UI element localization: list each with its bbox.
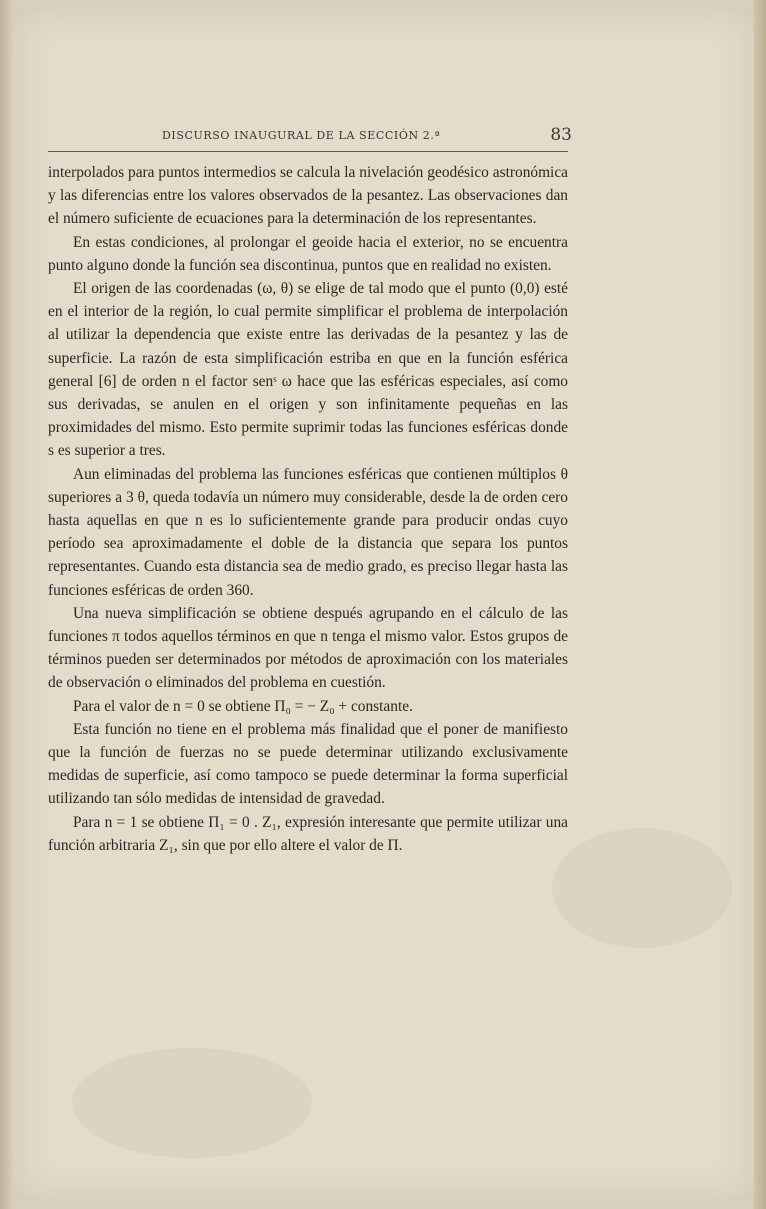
page-left-edge	[0, 0, 12, 1209]
body-text	[48, 161, 568, 857]
paragraph: interpolados para puntos intermedios se calcula la nivelación geodésico astronómica y las diferencias entre los valores observados de la pesantez. Las observaciones dan el número suficiente de ecuaciones para la determinación de los representantes.	[48, 164, 568, 228]
page-number: 83	[550, 125, 572, 145]
running-header	[152, 125, 572, 149]
paragraph: Aun eliminadas del problema las funciones esféricas que contienen múltiplos θ superiores a 3 θ, queda todavía un número muy considerable, desde la de orden cero hasta aquellas en que n es lo suficientemente grande para producir ondas cuyo período sea aproximadamente el doble de la distancia que separa los puntos representantes. Cuando esta distancia sea de medio grado, es preciso llegar hasta las funciones esféricas de orden 360.	[48, 465, 568, 599]
paragraph: El origen de las coordenadas (ω, θ) se elige de tal modo que el punto (0,0) esté en el interior de la región, lo cual permite simplificar el problema de interpolación al utilizar la dependencia que existe entre las derivadas de la pesantez y las de superficie. La razón de esta simplificación estriba en que en la función esférica general [6] de orden n el factor senˢ ω hace que las esféricas especiales, así como sus derivadas, se anulen en el origen y son infinitamente pequeñas en las proximidades del mismo. Esto permite suprimir todas las funciones esféricas donde s es superior a tres.	[48, 280, 568, 460]
paragraph: En estas condiciones, al prolongar el geoide hacia el exterior, no se encuentra punto alguno donde la función sea discontinua, puntos que en realidad no existen.	[48, 233, 568, 274]
paragraph: Para n = 1 se obtiene Π₁ = 0 . Z₁, expresión interesante que permite utilizar una función arbitraria Z₁, sin que por ello altere el valor de Π.	[48, 813, 568, 854]
page-right-edge	[754, 0, 766, 1209]
paragraph: Para el valor de n = 0 se obtiene Π₀ = − Z₀ + constante.	[73, 697, 413, 715]
running-title: DISCURSO INAUGURAL DE LA SECCIÓN 2.ª	[162, 129, 441, 142]
paper-stain	[552, 828, 732, 948]
paper-stain	[72, 1048, 312, 1158]
paragraph: Una nueva simplificación se obtiene después agrupando en el cálculo de las funciones π todos aquellos términos en que n tenga el mismo valor. Estos grupos de términos pueden ser determinados por métodos de aproximación con los materiales de observación o eliminados del problema en cuestión.	[48, 604, 568, 692]
paragraph: Esta función no tiene en el problema más finalidad que el poner de manifiesto que la función de fuerzas no se puede determinar utilizando exclusivamente medidas de superficie, así como tampoco se puede determinar la forma superficial utilizando tan sólo medidas de intensidad de gravedad.	[48, 720, 568, 808]
header-rule	[48, 151, 568, 152]
